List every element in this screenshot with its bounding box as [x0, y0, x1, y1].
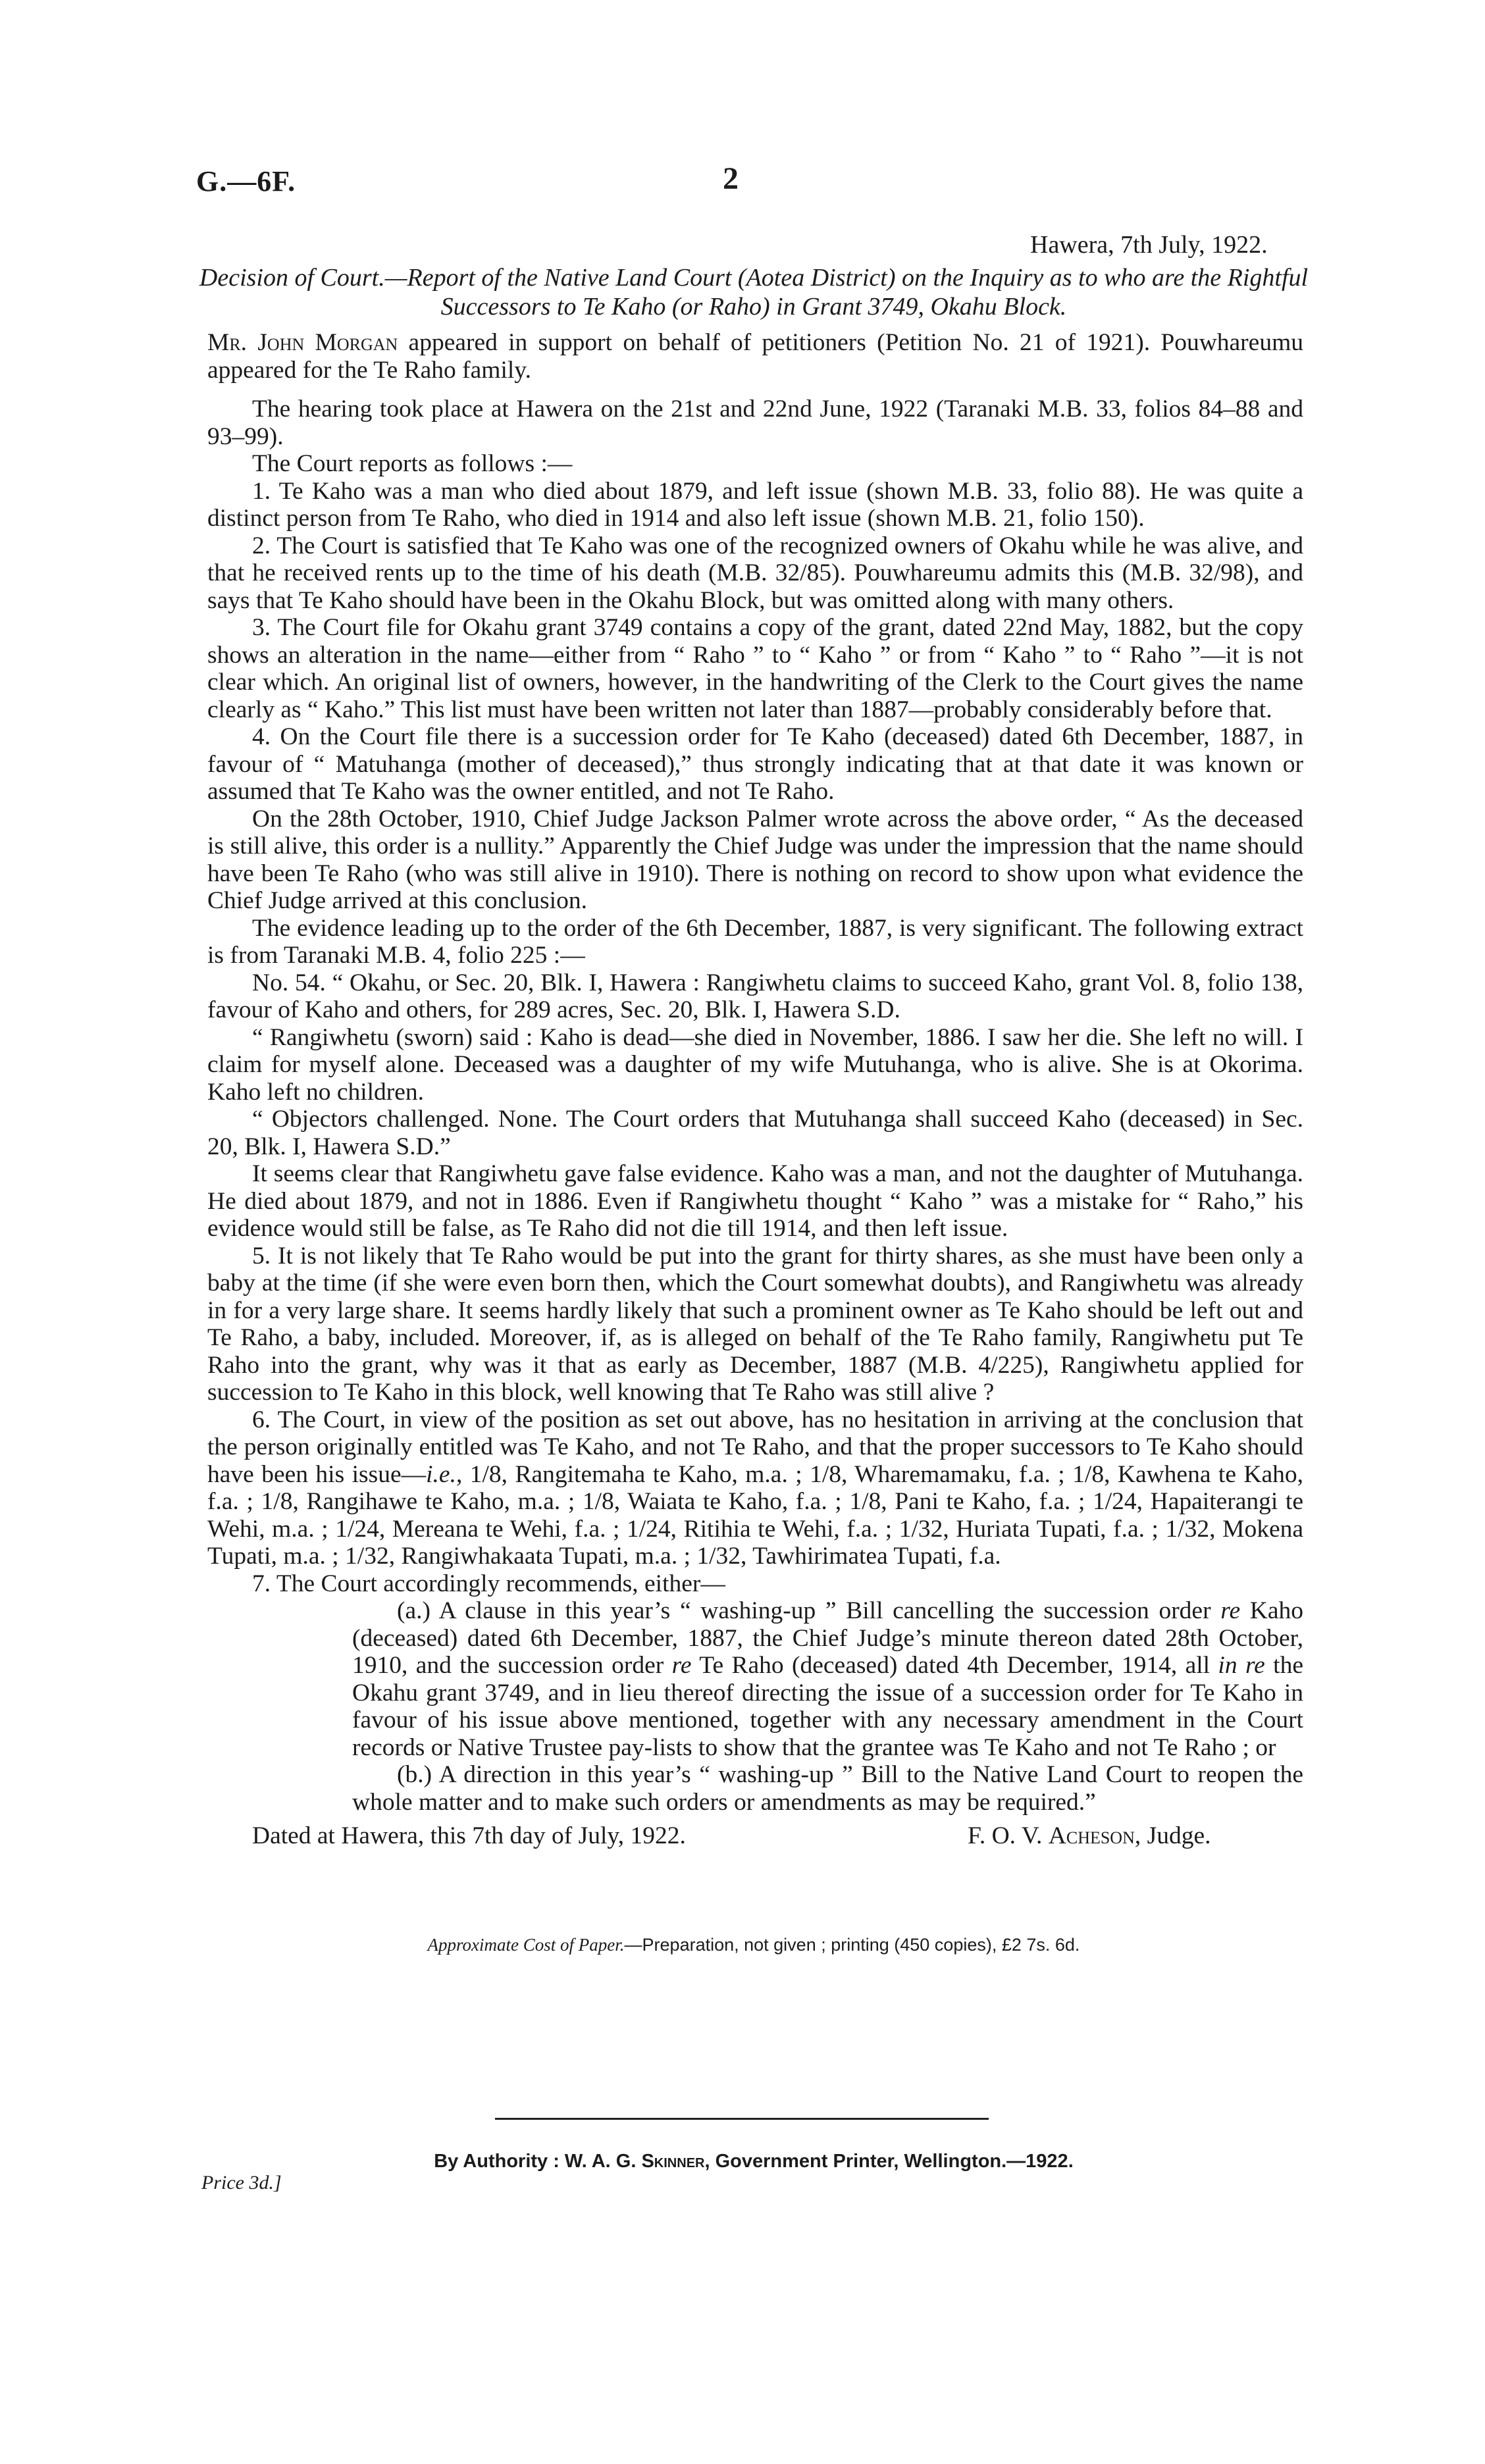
rec-a-part-3: Te Raho (deceased) dated 4th December, 1914, all [691, 1652, 1218, 1679]
authority-label: By Authority : W. A. G. [434, 2151, 642, 2172]
paragraph-4: 4. On the Court file there is a succession order for Te Kaho (deceased) dated 6th December, 1887, in favour of “ Matuhanga (mother of deceased),” thus strongly indicating that at that date it was known or assumed that Te Kaho was the owner entitled, and not Te Raho. [207, 723, 1303, 805]
title-lead: Decision of Court. [199, 264, 385, 292]
signoff-judge [968, 1822, 1211, 1850]
hearing-paragraph: The hearing took place at Hawera on the 21st and 22nd June, 1922 (Taranaki M.B. 33, folios 84–88 and 93–99). [207, 396, 1303, 450]
counsel-name: Mr. John Morgan [207, 329, 398, 356]
cost-note [197, 1935, 1310, 1955]
rec-a-part-1: (a.) A clause in this year’s “ washing-up ” Bill cancelling the succession order [397, 1597, 1221, 1624]
cost-text: —Preparation, not given ; printing (450 copies), £2 7s. 6d. [624, 1935, 1080, 1955]
paragraph-5: 5. It is not likely that Te Raho would be put into the grant for thirty shares, as she must have been only a baby at the time (if she were even born then, which the Court somewhat doubts), and Rangiwhetu was already in for a very large share. It seems hardly likely that such a prominent owner as Te Kaho should be left out and Te Raho, a baby, included. Moreover, if, as is alleged on behalf of the Te Raho family, Rangiwhetu put Te Raho into the grant, why was it that as early as December, 1887 (M.B. 4/225), Rangiwhetu applied for succession to Te Kaho in this block, well knowing that Te Raho was still alive ? [207, 1242, 1303, 1406]
paragraph-7: 7. The Court accordingly recommends, either— [252, 1570, 725, 1597]
paragraph-4c: The evidence leading up to the order of the 6th December, 1887, is very significant. The following extract is from Taranaki M.B. 4, folio 225 :— [207, 914, 1303, 969]
paragraph-4b: On the 28th October, 1910, Chief Judge Jackson Palmer wrote across the above order, “ As the deceased is still alive, this order is a nullity.” Apparently the Chief Judge was under the impression that the name should have been Te Raho (who was still alive in 1910). There is nothing on record to show upon what evidence the Chief Judge arrived at this conclusion. [207, 805, 1303, 914]
recommendation-a [207, 1597, 1303, 1761]
judge-title: , Judge. [1134, 1822, 1211, 1849]
judge-initials: F. O. V. [968, 1822, 1049, 1849]
rec-a-re-2: re [671, 1652, 692, 1679]
ie-abbrev: i.e. [426, 1460, 456, 1488]
printer-name: Skinner [641, 2151, 705, 2172]
printer-authority [197, 2151, 1310, 2172]
rec-a-part-2: Kaho (deceased) dated 6th December, 1887, the Chief Judge’s minute thereon dated 28th October, 1910, and the succession order [352, 1597, 1304, 1679]
paragraph-6-part-b: , 1/8, Rangitemaha te Kaho, m.a. ; 1/8, Wharemamaku, f.a. ; 1/8, Kawhena te Kaho, f.a. ; 1/8, Rangihawe te Kaho, m.a. ; 1/8, Waiata te Kaho, f.a. ; 1/8, Pani te Kaho, f.a. ; 1/24, Hapaiterangi te Wehi, m.a. ; 1/24, Mereana te Wehi, f.a. ; 1/24, Ritihia te Wehi, f.a. ; 1/32, Huriata Tupati, f.a. ; 1/32, Mokena Tupati, m.a. ; 1/32, Rangiwhakaata Tupati, m.a. ; 1/32, Tawhirimatea Tupati, f.a. [207, 1460, 1303, 1570]
paragraph-6-part-a: 6. The Court, in view of the position as set out above, has no hesitation in arriving at the conclusion that the person originally entitled was Te Kaho, and not Te Raho, and that the proper successors to Te Kaho should have been his issue— [207, 1406, 1303, 1488]
paragraph-4d: It seems clear that Rangiwhetu gave false evidence. Kaho was a man, and not the daughter of Mutuhanga. He died about 1879, and not in 1886. Even if Rangiwhetu thought “ Kaho ” was a mistake for “ Raho,” his evidence would still be false, as Te Raho did not die till 1914, and then left issue. [207, 1160, 1303, 1242]
document-reference: G.—6F. [196, 165, 296, 197]
rec-a-re-1: re [1220, 1597, 1241, 1624]
intro-text: appeared in support on behalf of petitioners (Petition No. 21 of 1921). Pouwhareumu appeared for the Te Raho family. [207, 329, 1303, 384]
page-number: 2 [723, 161, 739, 196]
footer-divider [495, 2118, 989, 2120]
rec-a-in-re: in re [1218, 1652, 1265, 1679]
reports-paragraph: The Court reports as follows :— [252, 450, 573, 477]
quote-1: No. 54. “ Okahu, or Sec. 20, Blk. I, Hawera : Rangiwhetu claims to succeed Kaho, grant Vol. 8, folio 138, favour of Kaho and others, for 289 acres, Sec. 20, Blk. I, Hawera S.D. [207, 969, 1303, 1023]
paragraph-2: 2. The Court is satisfied that Te Kaho was one of the recognized owners of Okahu while he was alive, and that he received rents up to the time of his death (M.B. 32/85). Pouwhareumu admits this (M.B. 32/98), and says that Te Kaho should have been in the Okahu Block, but was omitted along with many others. [207, 532, 1303, 614]
price-label: Price 3d.] [201, 2172, 282, 2194]
quote-3: “ Objectors challenged. None. The Court orders that Mutuhanga shall succeed Kaho (deceased) in Sec. 20, Blk. I, Hawera S.D.” [207, 1106, 1303, 1160]
signoff-row [207, 1822, 1303, 1851]
paragraph-3: 3. The Court file for Okahu grant 3749 contains a copy of the grant, dated 22nd May, 1882, but the copy shows an alteration in the name—either from “ Raho ” to “ Kaho ” or from “ Kaho ” to “ Raho ”—it is not clear which. An original list of owners, however, in the handwriting of the Clerk to the Court gives the name clearly as “ Kaho.” This list must have been written not later than 1887—probably considerably before that. [207, 614, 1303, 723]
report-title [197, 263, 1310, 321]
cost-label: Approximate Cost of Paper. [427, 1935, 625, 1955]
recommendation-b: (b.) A direction in this year’s “ washing-up ” Bill to the Native Land Court to reopen the whole matter and to make such orders or amendments as may be required.” [352, 1761, 1303, 1816]
title-text: —Report of the Native Land Court (Aotea District) on the Inquiry as to who are the Rightful Successors to Te Kaho (or Raho) in Grant 3749, Okahu Block. [384, 264, 1309, 321]
judge-name: Acheson [1048, 1822, 1135, 1849]
paragraph-6 [207, 1406, 1303, 1570]
report-body [207, 329, 1303, 1851]
authority-rest: , Government Printer, Wellington.—1922. [704, 2151, 1074, 2172]
intro-paragraph [207, 329, 1303, 384]
signoff-dated: Dated at Hawera, this 7th day of July, 1922. [252, 1822, 686, 1849]
rec-a-part-4: the Okahu grant 3749, and in lieu thereof directing the issue of a succession order for Te Kaho in favour of his issue above mentioned, together with any necessary amendment in the Court records or Native Trustee pay-lists to show that the grantee was Te Kaho and not Te Raho ; or [352, 1652, 1303, 1761]
paragraph-1: 1. Te Kaho was a man who died about 1879, and left issue (shown M.B. 33, folio 88). He was quite a distinct person from Te Raho, who died in 1914 and also left issue (shown M.B. 21, folio 150). [207, 477, 1303, 532]
place-date: Hawera, 7th July, 1922. [1030, 231, 1268, 259]
quote-2: “ Rangiwhetu (sworn) said : Kaho is dead—she died in November, 1886. I saw her die. She left no will. I claim for myself alone. Deceased was a daughter of my wife Mutuhanga, who is alive. She is at Okorima. Kaho left no children. [207, 1023, 1303, 1106]
